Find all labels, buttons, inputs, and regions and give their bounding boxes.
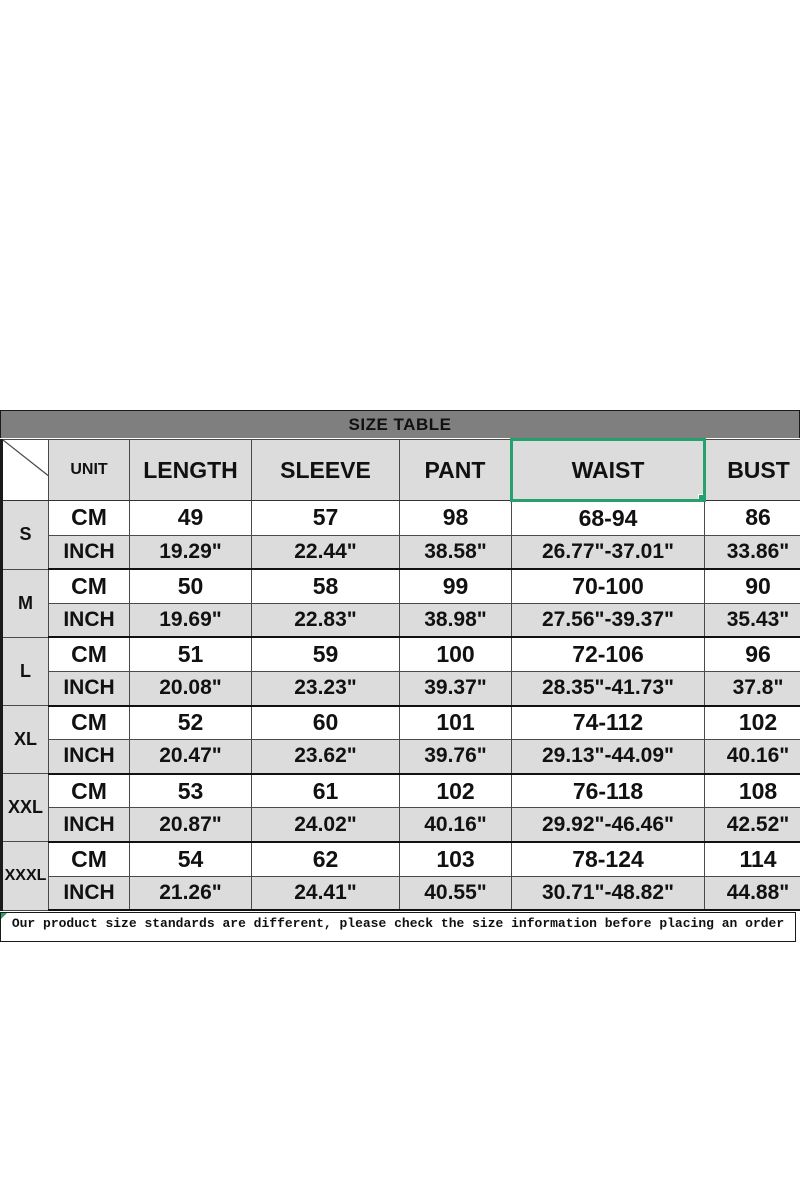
- cell-xl-inch-bust: 40.16": [705, 740, 800, 774]
- cell-xxl-cm-bust: 108: [705, 774, 800, 808]
- cell-l-cm-pant: 100: [400, 637, 512, 671]
- cell-xxxl-cm-waist: 78-124: [512, 842, 705, 876]
- column-header-sleeve: SLEEVE: [252, 440, 400, 501]
- cell-xxl-inch-length: 20.87": [130, 808, 252, 842]
- cell-xl-cm-bust: 102: [705, 706, 800, 740]
- size-label-m: M: [2, 569, 49, 637]
- size-label-xxl: XXL: [2, 774, 49, 842]
- cell-xxl-inch-bust: 42.52": [705, 808, 800, 842]
- cell-xl-cm-sleeve: 60: [252, 706, 400, 740]
- cell-m-cm-waist: 70-100: [512, 569, 705, 603]
- unit-cell: INCH: [49, 876, 130, 910]
- cell-l-cm-length: 51: [130, 637, 252, 671]
- table-row: [2, 774, 800, 808]
- size-label-xl: XL: [2, 706, 49, 774]
- diagonal-line-icon: [3, 440, 49, 498]
- cell-xxl-cm-pant: 102: [400, 774, 512, 808]
- table-row: [2, 706, 800, 740]
- table-row: [2, 842, 800, 876]
- header-row: [2, 440, 800, 501]
- cell-xxxl-cm-bust: 114: [705, 842, 800, 876]
- cell-xxxl-cm-length: 54: [130, 842, 252, 876]
- table-row: [2, 808, 800, 842]
- cell-l-inch-bust: 37.8": [705, 671, 800, 705]
- cell-xxl-cm-sleeve: 61: [252, 774, 400, 808]
- unit-cell: INCH: [49, 740, 130, 774]
- unit-cell: CM: [49, 774, 130, 808]
- cell-m-cm-length: 50: [130, 569, 252, 603]
- cell-s-inch-length: 19.29": [130, 535, 252, 569]
- cell-m-inch-sleeve: 22.83": [252, 603, 400, 637]
- cell-m-cm-sleeve: 58: [252, 569, 400, 603]
- table-row: [2, 569, 800, 603]
- column-header-waist-selected: [512, 440, 705, 501]
- unit-cell: CM: [49, 842, 130, 876]
- cell-s-inch-sleeve: 22.44": [252, 535, 400, 569]
- cell-xl-inch-length: 20.47": [130, 740, 252, 774]
- table-row: [2, 740, 800, 774]
- footer-note-text: Our product size standards are different, please check the size information before placing an order: [11, 916, 785, 932]
- cell-l-inch-pant: 39.37": [400, 671, 512, 705]
- diagonal-corner-cell: [2, 440, 49, 501]
- cell-l-inch-waist: 28.35"-41.73": [512, 671, 705, 705]
- cell-xl-inch-sleeve: 23.62": [252, 740, 400, 774]
- cell-xxxl-inch-waist: 30.71"-48.82": [512, 876, 705, 910]
- table-row: [2, 603, 800, 637]
- cell-xxxl-cm-sleeve: 62: [252, 842, 400, 876]
- cell-s-cm-pant: 98: [400, 501, 512, 536]
- cell-m-cm-pant: 99: [400, 569, 512, 603]
- cell-xxxl-inch-length: 21.26": [130, 876, 252, 910]
- column-header-unit: UNIT: [49, 440, 130, 501]
- green-corner-mark-icon: [1, 913, 7, 919]
- table-row: [2, 535, 800, 569]
- cell-l-cm-waist: 72-106: [512, 637, 705, 671]
- cell-xxxl-inch-pant: 40.55": [400, 876, 512, 910]
- table-row: [2, 876, 800, 910]
- size-label-l: L: [2, 637, 49, 705]
- cell-m-inch-length: 19.69": [130, 603, 252, 637]
- column-header-length: LENGTH: [130, 440, 252, 501]
- cell-xl-inch-pant: 39.76": [400, 740, 512, 774]
- column-header-pant: PANT: [400, 440, 512, 501]
- cell-xxl-cm-length: 53: [130, 774, 252, 808]
- unit-cell: CM: [49, 501, 130, 536]
- cell-l-inch-length: 20.08": [130, 671, 252, 705]
- cell-xxl-inch-waist: 29.92"-46.46": [512, 808, 705, 842]
- cell-s-cm-bust: 86: [705, 501, 800, 536]
- unit-cell: CM: [49, 637, 130, 671]
- cell-xxl-cm-waist: 76-118: [512, 774, 705, 808]
- cell-l-cm-sleeve: 59: [252, 637, 400, 671]
- unit-cell: INCH: [49, 535, 130, 569]
- table-row: [2, 637, 800, 671]
- cell-s-inch-pant: 38.58": [400, 535, 512, 569]
- cell-xxxl-cm-pant: 103: [400, 842, 512, 876]
- unit-cell: INCH: [49, 671, 130, 705]
- cell-xl-cm-length: 52: [130, 706, 252, 740]
- cell-m-cm-bust: 90: [705, 569, 800, 603]
- cell-xxl-inch-sleeve: 24.02": [252, 808, 400, 842]
- cell-xxl-inch-pant: 40.16": [400, 808, 512, 842]
- cell-xl-cm-pant: 101: [400, 706, 512, 740]
- table-row: [2, 671, 800, 705]
- footer-note: [0, 912, 796, 942]
- cell-xl-inch-waist: 29.13"-44.09": [512, 740, 705, 774]
- cell-xxxl-inch-bust: 44.88": [705, 876, 800, 910]
- unit-cell: INCH: [49, 808, 130, 842]
- cell-m-inch-pant: 38.98": [400, 603, 512, 637]
- unit-cell: INCH: [49, 603, 130, 637]
- column-header-waist-label: WAIST: [571, 456, 645, 483]
- size-table: [0, 410, 800, 942]
- selection-fill-handle: [698, 494, 705, 501]
- cell-l-cm-bust: 96: [705, 637, 800, 671]
- cell-xl-cm-waist: 74-112: [512, 706, 705, 740]
- size-label-s: S: [2, 501, 49, 570]
- cell-s-cm-sleeve: 57: [252, 501, 400, 536]
- size-table-title: SIZE TABLE: [0, 410, 800, 438]
- size-table-grid: [0, 438, 800, 911]
- cell-s-inch-bust: 33.86": [705, 535, 800, 569]
- cell-m-inch-waist: 27.56"-39.37": [512, 603, 705, 637]
- cell-xxxl-inch-sleeve: 24.41": [252, 876, 400, 910]
- table-row: [2, 501, 800, 536]
- cell-s-cm-waist: 68-94: [512, 501, 705, 536]
- cell-s-cm-length: 49: [130, 501, 252, 536]
- column-header-bust: BUST: [705, 440, 800, 501]
- unit-cell: CM: [49, 569, 130, 603]
- cell-s-inch-waist: 26.77"-37.01": [512, 535, 705, 569]
- size-label-xxxl: XXXL: [2, 842, 49, 910]
- cell-l-inch-sleeve: 23.23": [252, 671, 400, 705]
- unit-cell: CM: [49, 706, 130, 740]
- cell-m-inch-bust: 35.43": [705, 603, 800, 637]
